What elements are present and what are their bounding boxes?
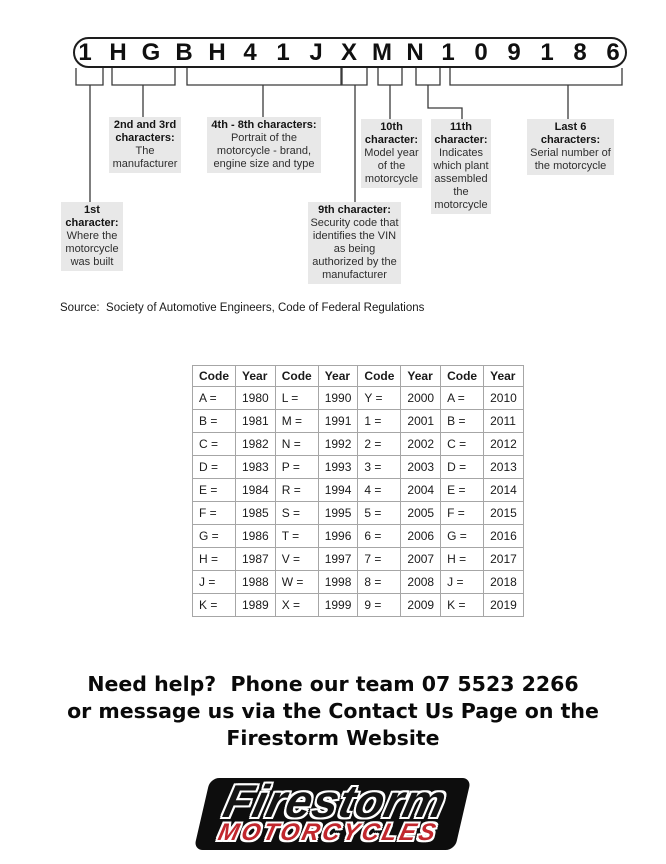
table-header-cell: Year [401,366,441,387]
callout-9th-character [308,202,401,284]
table-header-cell: Year [318,366,358,387]
table-header-cell: Year [484,366,524,387]
code-cell: C = [193,433,236,456]
callout-1st-character [61,202,123,271]
code-cell: E = [441,479,484,502]
vin-character: B [175,39,193,66]
help-line-phone: Need help? Phone our team 07 5523 2266 [87,672,579,696]
year-cell: 2009 [401,594,441,617]
code-cell: K = [441,594,484,617]
year-cell: 1984 [236,479,276,502]
vin-character: 0 [474,39,488,66]
code-cell: J = [193,571,236,594]
callout-body: Model year of the motorcycle [364,147,419,185]
code-cell: G = [193,525,236,548]
code-cell: 9 = [358,594,401,617]
table-header-cell: Code [358,366,401,387]
year-cell: 1998 [318,571,358,594]
code-cell: B = [193,410,236,433]
table-header-cell: Year [236,366,276,387]
logo-title: Firestorm [219,775,453,827]
year-cell: 1986 [236,525,276,548]
code-cell: H = [441,548,484,571]
year-cell: 2011 [484,410,524,433]
code-cell: 1 = [358,410,401,433]
code-cell: H = [193,548,236,571]
code-cell: E = [193,479,236,502]
callout-title: 2nd and 3rd characters: [113,119,177,144]
code-cell: R = [275,479,318,502]
code-cell: 4 = [358,479,401,502]
code-cell: T = [275,525,318,548]
code-cell: 2 = [358,433,401,456]
year-cell: 1997 [318,548,358,571]
year-cell: 2013 [484,456,524,479]
vin-character: J [309,39,323,66]
year-cell: 1990 [318,387,358,410]
code-cell: G = [441,525,484,548]
code-cell: 3 = [358,456,401,479]
year-cell: 2002 [401,433,441,456]
year-cell: 2016 [484,525,524,548]
code-cell: F = [193,502,236,525]
code-cell: B = [441,410,484,433]
firestorm-logo-badge [194,775,472,850]
code-cell: 6 = [358,525,401,548]
table-row [193,571,524,594]
callout-4th-8th-characters [207,117,321,173]
year-cell: 2014 [484,479,524,502]
year-cell: 1993 [318,456,358,479]
code-cell: K = [193,594,236,617]
vin-character: H [208,39,226,66]
year-cell: 1983 [236,456,276,479]
callout-title: Last 6 characters: [540,121,601,146]
vin-character: 4 [243,39,257,66]
year-cell: 1994 [318,479,358,502]
table-row [193,456,524,479]
vin-character: H [109,39,127,66]
callout-body: Indicates which plant assembled the motorcycle [433,147,489,211]
year-cell: 1989 [236,594,276,617]
code-cell: 8 = [358,571,401,594]
callout-body: Where the motorcycle was built [65,230,119,268]
year-cell: 1996 [318,525,358,548]
callout-title: 1st character: [65,204,119,229]
callout-title: 4th - 8th characters: [211,119,317,131]
callout-title: 11th character: [434,121,488,146]
code-cell: D = [441,456,484,479]
code-cell: W = [275,571,318,594]
year-cell: 2012 [484,433,524,456]
vin-character: 1 [441,39,455,66]
callout-title: 10th character: [364,121,419,146]
year-cell: 1992 [318,433,358,456]
code-cell: M = [275,410,318,433]
year-cell: 2010 [484,387,524,410]
vin-plate [73,37,627,68]
callout-body: Security code that identifies the VIN as being authorized by the manufacturer [310,217,399,281]
year-cell: 1987 [236,548,276,571]
code-cell: 7 = [358,548,401,571]
vin-character: M [372,39,392,66]
callout-11th-character [431,119,491,214]
vin-character: X [340,39,358,66]
year-cell: 2006 [401,525,441,548]
code-cell: D = [193,456,236,479]
year-cell: 2018 [484,571,524,594]
vin-character: 6 [606,39,620,66]
year-cell: 1985 [236,502,276,525]
year-cell: 1980 [236,387,276,410]
callout-body: Portrait of the motorcycle - brand, engine size and type [213,132,315,170]
table-row [193,410,524,433]
code-cell: 5 = [358,502,401,525]
table-row [193,502,524,525]
year-cell: 2015 [484,502,524,525]
callout-last-6-characters [527,119,614,175]
year-cell: 1995 [318,502,358,525]
year-code-table [192,365,524,617]
code-cell: P = [275,456,318,479]
table-row [193,433,524,456]
code-cell: N = [275,433,318,456]
vin-character: 1 [540,39,554,66]
year-cell: 2003 [401,456,441,479]
table-row [193,594,524,617]
table-row [193,525,524,548]
table-row [193,548,524,571]
year-cell: 2008 [401,571,441,594]
table-header-row [193,366,524,387]
table-row [193,387,524,410]
callout-body: The manufacturer [112,145,178,170]
callout-10th-character [361,119,422,188]
table-row [193,479,524,502]
year-cell: 2004 [401,479,441,502]
table-header-cell: Code [193,366,236,387]
year-cell: 1981 [236,410,276,433]
year-cell: 2005 [401,502,441,525]
year-cell: 1999 [318,594,358,617]
vin-character: G [141,39,161,66]
year-cell: 1988 [236,571,276,594]
help-text [0,671,666,752]
year-cell: 2000 [401,387,441,410]
vin-character: 9 [507,39,521,66]
code-cell: V = [275,548,318,571]
code-cell: S = [275,502,318,525]
code-cell: J = [441,571,484,594]
callout-title: 9th character: [318,204,391,216]
code-cell: C = [441,433,484,456]
code-cell: F = [441,502,484,525]
year-cell: 1991 [318,410,358,433]
year-cell: 2001 [401,410,441,433]
help-line-contact: or message us via the Contact Us Page on the [67,699,599,723]
year-cell: 1982 [236,433,276,456]
table-header-cell: Code [441,366,484,387]
vin-character: 1 [276,39,290,66]
help-line-website: Firestorm Website [226,726,440,750]
year-cell: 2019 [484,594,524,617]
code-cell: X = [275,594,318,617]
vin-character: 1 [78,39,92,66]
vin-character: N [406,39,424,66]
vin-character: 8 [573,39,587,66]
code-cell: A = [193,387,236,410]
code-cell: Y = [358,387,401,410]
year-cell: 2017 [484,548,524,571]
table-header-cell: Code [275,366,318,387]
code-cell: A = [441,387,484,410]
source-note: Source: Society of Automotive Engineers, Code of Federal Regulations [60,302,425,314]
code-cell: L = [275,387,318,410]
year-cell: 2007 [401,548,441,571]
callout-body: Serial number of the motorcycle [530,147,611,172]
firestorm-logo [0,775,666,850]
logo-subtitle: MOTORCYCLES [215,819,442,846]
callout-2nd-3rd-characters [109,117,181,173]
